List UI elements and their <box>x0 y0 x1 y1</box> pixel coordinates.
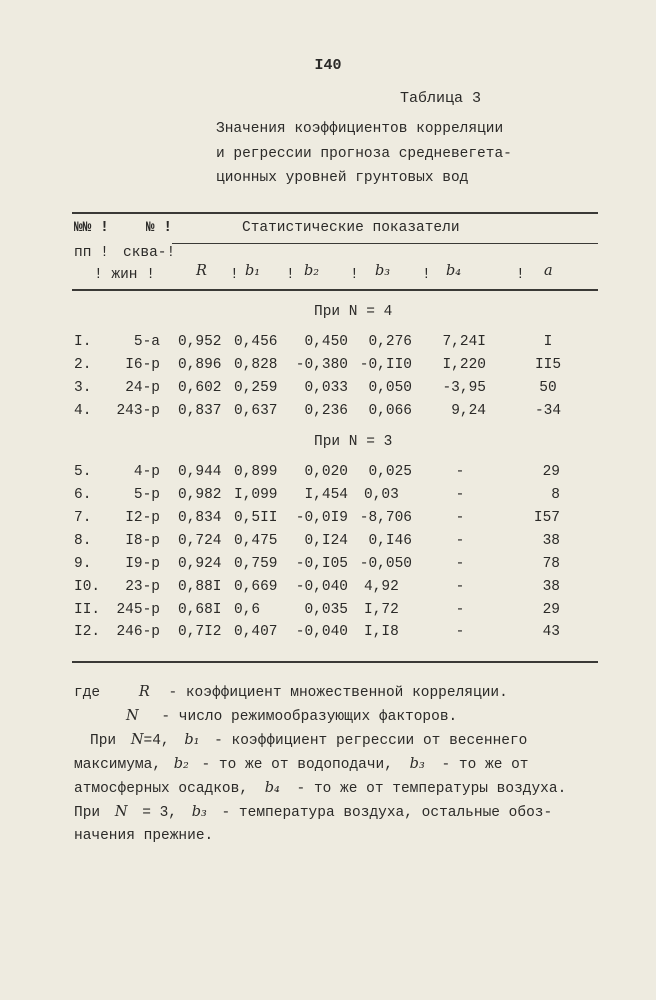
row-well: I2-р <box>125 510 160 526</box>
symbol-r: R <box>138 684 150 700</box>
header-bottom-rule <box>72 289 598 291</box>
row-b3: 0,03 <box>364 487 399 503</box>
row-r: 0,7I2 <box>178 624 222 640</box>
header-b3-symbol: b₃ <box>375 263 391 279</box>
group-heading-n3: При N = 3 <box>314 434 393 450</box>
table-title-line-1: Значения коэффициентов корреляции <box>216 121 504 137</box>
row-b2: -0,040 <box>295 579 348 595</box>
footnote-line-5: атмосферных осадков, b₄ - то же от температуры воздуха. <box>74 780 567 797</box>
header-sep-2: ! <box>286 267 295 283</box>
row-a: 78 <box>542 556 560 572</box>
row-b1: 0,5II <box>234 510 278 526</box>
footnote-line-4: максимума, b₂ - то же от водоподачи, b₃ - то же от <box>74 756 529 773</box>
table-bottom-rule <box>72 661 598 663</box>
row-well: 5-а <box>133 334 160 350</box>
row-b4: 7,24I <box>442 334 486 350</box>
footnote-line-2: N - число режимообразующих факторов. <box>126 708 458 725</box>
row-r: 0,602 <box>178 380 222 396</box>
row-b3: -0,II0 <box>359 357 412 373</box>
row-well: I9-р <box>125 556 160 572</box>
row-b4: - <box>455 464 465 480</box>
row-a: 38 <box>542 579 560 595</box>
header-num-line-1: №№ ! <box>74 220 109 236</box>
row-b1: 0,669 <box>234 579 278 595</box>
row-well: 23-р <box>125 579 160 595</box>
row-b3: -8,706 <box>359 510 412 526</box>
row-r: 0,982 <box>178 487 222 503</box>
row-b1: 0,637 <box>234 403 278 419</box>
row-b2: -0,040 <box>295 624 348 640</box>
row-well: 243-р <box>116 403 160 419</box>
row-b3: 0,276 <box>368 334 412 350</box>
header-sep-3: ! <box>350 267 359 283</box>
row-b2: 0,450 <box>304 334 348 350</box>
row-r: 0,834 <box>178 510 222 526</box>
row-well: 245-р <box>116 602 160 618</box>
row-b1: 0,899 <box>234 464 278 480</box>
table-top-rule <box>72 212 598 214</box>
header-stat-title: Статистические показатели <box>242 220 460 236</box>
row-r: 0,837 <box>178 403 222 419</box>
row-number: 2. <box>74 357 92 373</box>
row-a: 38 <box>542 533 560 549</box>
row-b3: 4,92 <box>364 579 399 595</box>
row-well: I6-р <box>125 357 160 373</box>
row-well: 5-р <box>133 487 160 503</box>
footnote-line-3: При N=4, b₁ - коэффициент регрессии от весеннего <box>90 732 528 749</box>
header-sep-4: ! <box>422 267 431 283</box>
row-number: 3. <box>74 380 92 396</box>
row-number: I. <box>74 334 92 350</box>
row-a: I57 <box>533 510 560 526</box>
row-b2: I,454 <box>304 487 348 503</box>
header-sep-5: ! <box>516 267 525 283</box>
row-a: 50 <box>539 380 557 396</box>
footnote-line-6: При N = 3, b₃ - температура воздуха, остальные обоз- <box>74 804 553 821</box>
footnote-line-1: где R - коэффициент множественной корреляции. <box>74 684 508 701</box>
row-b1: 0,828 <box>234 357 278 373</box>
table-label: Таблица 3 <box>400 90 482 107</box>
symbol-n: N <box>126 708 139 724</box>
header-b4-symbol: b₄ <box>446 263 462 279</box>
row-b2: 0,020 <box>304 464 348 480</box>
row-a: 8 <box>551 487 560 503</box>
row-b1: 0,475 <box>234 533 278 549</box>
row-number: 9. <box>74 556 92 572</box>
row-number: 4. <box>74 403 92 419</box>
row-number: I0. <box>74 579 101 595</box>
row-b1: I,099 <box>234 487 278 503</box>
header-well-line-1: № ! <box>146 220 173 236</box>
row-b1: 0,6 <box>234 602 261 618</box>
row-b3: 0,025 <box>368 464 412 480</box>
row-a: II5 <box>534 357 562 373</box>
row-b3: 0,066 <box>368 403 412 419</box>
row-a: 43 <box>542 624 560 640</box>
row-number: 5. <box>74 464 92 480</box>
footnote-line-7: начения прежние. <box>74 828 214 844</box>
header-num-line-2: пп ! <box>74 245 109 261</box>
row-well: 4-р <box>133 464 160 480</box>
row-number: 7. <box>74 510 92 526</box>
row-well: I8-р <box>125 533 160 549</box>
row-b3: 0,050 <box>368 380 412 396</box>
row-b2: 0,I24 <box>304 533 348 549</box>
table-title-line-2: и регрессии прогноза средневегета- <box>216 146 512 162</box>
row-a: -34 <box>534 403 562 419</box>
row-b2: -0,I05 <box>295 556 348 572</box>
row-r: 0,896 <box>178 357 222 373</box>
row-r: 0,68I <box>178 602 222 618</box>
row-b3: 0,I46 <box>368 533 412 549</box>
row-b3: I,I8 <box>364 624 399 640</box>
row-r: 0,88I <box>178 579 222 595</box>
header-b2-symbol: b₂ <box>304 263 320 279</box>
row-b4: - <box>455 624 465 640</box>
row-b4: I,220 <box>442 357 486 373</box>
row-b1: 0,456 <box>234 334 278 350</box>
table-title-line-3: ционных уровней грунтовых вод <box>216 170 469 186</box>
row-number: 6. <box>74 487 92 503</box>
header-r-symbol: R <box>196 263 207 279</box>
row-b4: - <box>455 602 465 618</box>
row-b4: - <box>455 556 465 572</box>
row-b2: 0,035 <box>304 602 348 618</box>
row-well: 246-р <box>116 624 160 640</box>
row-number: I2. <box>74 624 101 640</box>
row-b1: 0,259 <box>234 380 278 396</box>
stat-header-rule <box>172 243 598 244</box>
header-well-line-3: ! жин ! <box>94 267 155 283</box>
row-a: 29 <box>542 602 560 618</box>
row-b4: - <box>455 487 465 503</box>
row-r: 0,952 <box>178 334 222 350</box>
row-b3: -0,050 <box>359 556 412 572</box>
group-heading-n4: При N = 4 <box>314 304 393 320</box>
row-b4: -3,95 <box>442 380 486 396</box>
header-sep-1: ! <box>230 267 239 283</box>
page-number: I40 <box>314 57 342 74</box>
row-b4: - <box>455 533 465 549</box>
row-b1: 0,407 <box>234 624 278 640</box>
row-b2: -0,0I9 <box>295 510 348 526</box>
row-b2: 0,236 <box>304 403 348 419</box>
row-number: II. <box>74 602 101 618</box>
header-b1-symbol: b₁ <box>245 263 261 279</box>
header-a-symbol: a <box>544 263 553 279</box>
row-b4: - <box>455 579 465 595</box>
row-a: I <box>543 334 553 350</box>
header-well-line-2: сква-! <box>123 245 176 261</box>
row-well: 24-р <box>125 380 160 396</box>
row-b2: 0,033 <box>304 380 348 396</box>
row-b3: I,72 <box>364 602 399 618</box>
row-r: 0,724 <box>178 533 222 549</box>
row-b4: 9,24 <box>451 403 486 419</box>
row-r: 0,944 <box>178 464 222 480</box>
row-a: 29 <box>542 464 560 480</box>
row-b4: - <box>455 510 465 526</box>
row-b1: 0,759 <box>234 556 278 572</box>
row-r: 0,924 <box>178 556 222 572</box>
row-number: 8. <box>74 533 92 549</box>
row-b2: -0,380 <box>295 357 348 373</box>
